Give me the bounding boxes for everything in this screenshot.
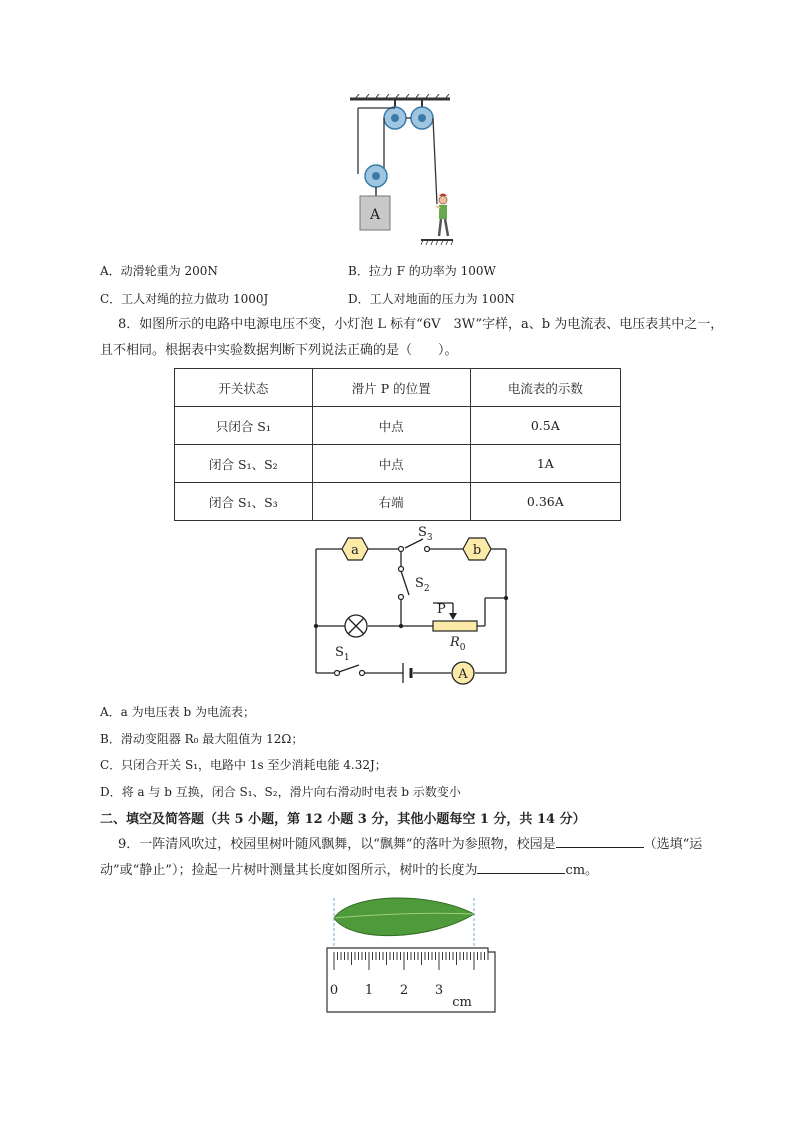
- table-header: 电流表的示数: [470, 369, 620, 407]
- q8-option-b: B．滑动变阻器 R₀ 最大阻值为 12Ω；: [100, 732, 304, 746]
- table-cell: 闭合 S₁、S₂: [175, 445, 313, 483]
- q7-option-d: D．工人对地面的压力为 100N: [348, 292, 515, 306]
- slider-p-label: P: [437, 602, 446, 617]
- table-cell: 1A: [470, 445, 620, 483]
- q9-text-part3: 动”或“静止”）；捡起一片树叶测量其长度如图所示，树叶的长度为: [100, 863, 478, 878]
- q8-option-d: D．将 a 与 b 互换，闭合 S₁、S₂，滑片向右滑动时电表 b 示数变小: [100, 785, 461, 799]
- s2-subscript: 2: [423, 584, 430, 594]
- meter-b-label: b: [472, 543, 482, 558]
- resistor-label: R: [450, 635, 460, 650]
- section-2-title: 二、填空及简答题（共 5 小题，第 12 小题 3 分，其他小题每空 1 分，共 14 分）: [100, 812, 586, 827]
- s1-subscript: 1: [343, 653, 350, 663]
- pulley-figure: [345, 94, 455, 254]
- q8-data-table: [174, 368, 621, 521]
- leaf-ruler-figure: [322, 888, 500, 1014]
- table-cell: 0.36A: [470, 483, 620, 521]
- ruler-unit-label: cm: [452, 995, 472, 1010]
- table-header: 开关状态: [175, 369, 313, 407]
- table-cell: 右端: [312, 483, 470, 521]
- q8-option-a: A．a 为电压表 b 为电流表；: [100, 705, 255, 719]
- s2-label: S: [415, 576, 424, 591]
- q9-text-part1: 9．一阵清风吹过，校园里树叶随风飘舞，以“飘舞”的落叶为参照物，校园是: [118, 837, 556, 852]
- table-row: [175, 407, 621, 445]
- svg-text:S1: [335, 645, 350, 663]
- s3-label: S: [418, 525, 427, 540]
- q9-line2: [100, 858, 740, 884]
- table-cell: 0.5A: [470, 407, 620, 445]
- svg-text:R0: [449, 635, 466, 653]
- q9-blank-2[interactable]: [477, 859, 565, 874]
- resistor-subscript: 0: [459, 643, 466, 653]
- ruler-tick-label: 1: [364, 983, 374, 998]
- table-header: 滑片 P 的位置: [312, 369, 470, 407]
- table-row: [175, 483, 621, 521]
- table-header-row: [175, 369, 621, 407]
- circuit-diagram: [305, 525, 520, 690]
- q9-text-part4: cm。: [565, 863, 599, 878]
- svg-text:S2: [415, 576, 430, 594]
- table-cell: 闭合 S₁、S₃: [175, 483, 313, 521]
- ruler-tick-label: 2: [399, 983, 409, 998]
- table-cell: 中点: [312, 407, 470, 445]
- q9-text-part2: （选填“运: [643, 837, 703, 852]
- block-a-label: A: [369, 207, 381, 223]
- q7-option-b: B．拉力 F 的功率为 100W: [348, 264, 496, 278]
- ruler-tick-label: 3: [434, 983, 444, 998]
- q8-option-c: C．只闭合开关 S₁，电路中 1s 至少消耗电能 4.32J；: [100, 758, 387, 772]
- s1-label: S: [335, 645, 344, 660]
- s3-subscript: 3: [426, 533, 433, 543]
- ruler-tick-label: 0: [329, 983, 339, 998]
- table-cell: 中点: [312, 445, 470, 483]
- q8-stem-line1: 8．如图所示的电路中电源电压不变，小灯泡 L 标有“6V 3W”字样，a、b 为电流表、电压表其中之一，: [118, 317, 724, 332]
- q7-option-c: C．工人对绳的拉力做功 1000J: [100, 292, 269, 306]
- meter-a-label: a: [351, 543, 359, 558]
- q8-stem-line2: 且不相同。根据表中实验数据判断下列说法正确的是（ ）。: [100, 343, 458, 358]
- q9-line1: [100, 832, 740, 858]
- table-cell: 只闭合 S₁: [175, 407, 313, 445]
- ammeter-label: A: [458, 667, 468, 682]
- table-row: [175, 445, 621, 483]
- q9-blank-1[interactable]: [556, 833, 644, 848]
- q7-option-a: A．动滑轮重为 200N: [100, 264, 218, 278]
